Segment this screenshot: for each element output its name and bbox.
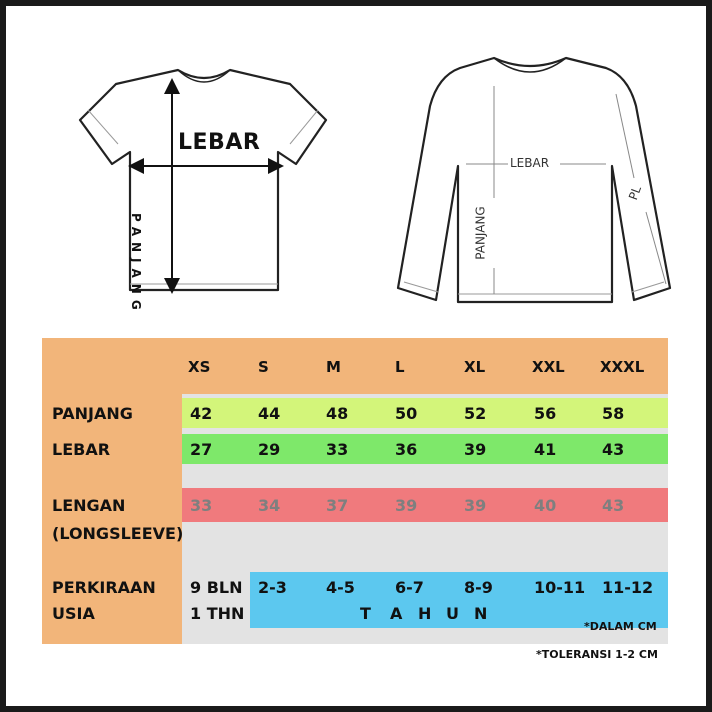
usia-m: 4-5 [326, 578, 355, 597]
lebar-xxxl: 43 [602, 440, 625, 459]
size-chart-frame [6, 6, 706, 706]
lebar-xl: 39 [464, 440, 487, 459]
tahun-letter-n: N [474, 604, 488, 623]
lengan-xxxl: 43 [602, 496, 625, 515]
tshirt-illustration [6, 6, 706, 316]
note-tolerance: *TOLERANSI 1-2 CM [536, 648, 658, 661]
lengan-row-bg [182, 488, 668, 522]
tshirt-shape [80, 70, 326, 290]
row-label-usia: USIA [52, 604, 95, 623]
lebar-m: 33 [326, 440, 349, 459]
row-label-longsleeve: (LONGSLEEVE) [52, 524, 184, 543]
usia-xs-line2: 1 THN [190, 604, 245, 623]
row-label-perkiraan: PERKIRAAN [52, 578, 156, 597]
usia-xxl: 10-11 [534, 578, 586, 597]
usia-xl: 8-9 [464, 578, 493, 597]
size-header-m: M [326, 358, 341, 376]
row-label-lengan: LENGAN [52, 496, 126, 515]
longsleeve-width-label: LEBAR [510, 156, 550, 170]
tahun-letter-u: U [446, 604, 459, 623]
lengan-l: 39 [395, 496, 418, 515]
size-header-xxxl: XXXL [600, 358, 645, 376]
row-label-panjang: PANJANG [52, 404, 133, 423]
usia-xs-line1: 9 BLN [190, 578, 243, 597]
lengan-xxl: 40 [534, 496, 557, 515]
lengan-s: 34 [258, 496, 281, 515]
longsleeve-shape [398, 58, 670, 302]
usia-l: 6-7 [395, 578, 424, 597]
panjang-row-bg [182, 398, 668, 428]
panjang-xl: 52 [464, 404, 487, 423]
lengan-xl: 39 [464, 496, 487, 515]
panjang-xxl: 56 [534, 404, 557, 423]
note-unit: *DALAM CM [584, 620, 657, 633]
size-header-xl: XL [464, 358, 486, 376]
tshirt-length-label [129, 213, 143, 249]
tahun-letter-t: T [360, 604, 371, 623]
lengan-m: 37 [326, 496, 349, 515]
size-header-xs: XS [188, 358, 211, 376]
panjang-l: 50 [395, 404, 418, 423]
panjang-m: 48 [326, 404, 349, 423]
lebar-xs: 27 [190, 440, 213, 459]
size-header-s: S [258, 358, 269, 376]
longsleeve-sleeve-label: PL [626, 184, 644, 202]
lengan-xs: 33 [190, 496, 213, 515]
size-header-bg [182, 338, 668, 394]
lebar-s: 29 [258, 440, 281, 459]
size-header-l: L [395, 358, 405, 376]
tahun-letter-a: A [390, 604, 403, 623]
lebar-row-bg [182, 434, 668, 464]
usia-xxxl: 11-12 [602, 578, 654, 597]
panjang-s: 44 [258, 404, 281, 423]
panjang-xxxl: 58 [602, 404, 625, 423]
tshirt-width-label: LEBAR [178, 130, 261, 155]
lebar-l: 36 [395, 440, 418, 459]
usia-s: 2-3 [258, 578, 287, 597]
longsleeve-length-label: PANJANG [473, 206, 488, 260]
tahun-letter-h: H [418, 604, 432, 623]
label-column-bg [42, 338, 182, 644]
lebar-xxl: 41 [534, 440, 557, 459]
panjang-xs: 42 [190, 404, 213, 423]
size-header-xxl: XXL [532, 358, 565, 376]
row-label-lebar: LEBAR [52, 440, 111, 459]
